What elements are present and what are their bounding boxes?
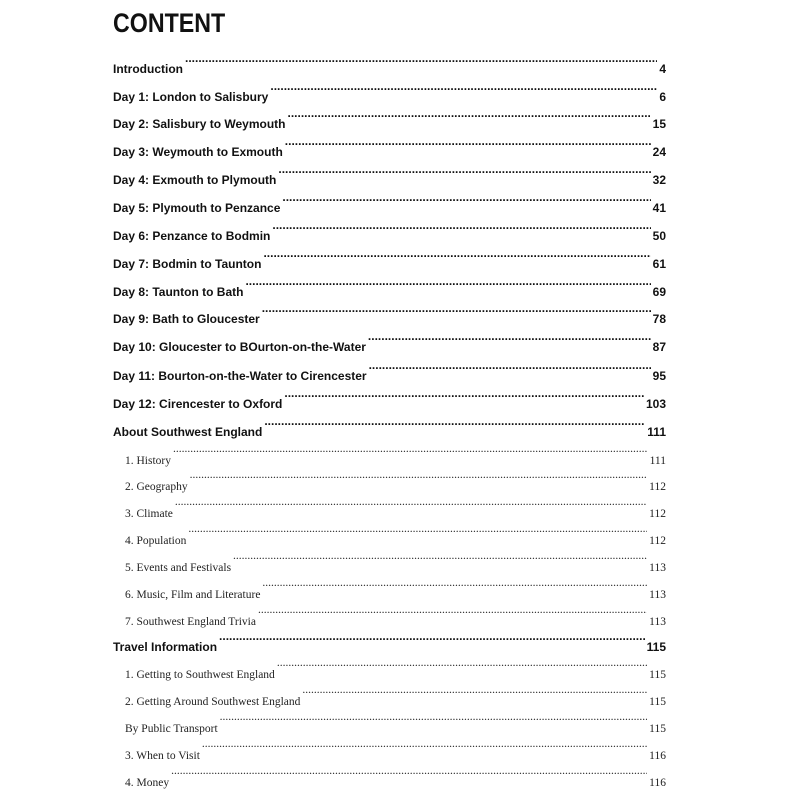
toc-subentry[interactable] bbox=[125, 656, 666, 681]
toc-entry-label: Day 1: London to Salisbury bbox=[113, 90, 269, 104]
toc-page-number: 50 bbox=[652, 229, 666, 243]
toc-page-number: 116 bbox=[649, 750, 666, 762]
toc-page-number: 115 bbox=[649, 669, 666, 681]
toc-page-number: 111 bbox=[647, 425, 666, 439]
toc-page-number: 78 bbox=[652, 312, 666, 326]
toc-entry[interactable] bbox=[113, 79, 666, 104]
toc-entry-label: Day 10: Gloucester to BOurton-on-the-Water bbox=[113, 340, 366, 354]
toc-entry-label: Introduction bbox=[113, 62, 183, 76]
toc-subentry[interactable] bbox=[125, 522, 666, 547]
dot-leader bbox=[272, 218, 650, 240]
dot-leader bbox=[287, 106, 650, 128]
dot-leader bbox=[369, 358, 651, 380]
toc-subentry[interactable] bbox=[125, 710, 666, 735]
toc-section-heading[interactable] bbox=[113, 414, 666, 439]
page-title: CONTENT bbox=[113, 8, 226, 38]
toc-entry-label: 2. Getting Around Southwest England bbox=[125, 696, 301, 708]
toc-entry[interactable] bbox=[113, 274, 666, 299]
toc-subentry[interactable] bbox=[125, 468, 666, 493]
toc-page-number: 111 bbox=[649, 455, 666, 467]
toc-subentry[interactable] bbox=[125, 576, 666, 601]
toc-entry-label: Day 7: Bodmin to Taunton bbox=[113, 257, 262, 271]
dot-leader bbox=[277, 656, 647, 678]
dot-leader bbox=[220, 710, 648, 732]
toc-entry-label: Day 6: Penzance to Bodmin bbox=[113, 229, 271, 243]
toc-page-number: 4 bbox=[659, 62, 666, 76]
toc-entry-label: 3. When to Visit bbox=[125, 750, 200, 762]
toc-entry[interactable] bbox=[113, 190, 666, 215]
dot-leader bbox=[190, 468, 648, 490]
dot-leader bbox=[188, 522, 647, 544]
dot-leader bbox=[368, 329, 651, 351]
toc-entry-label: Day 11: Bourton-on-the-Water to Cirencester bbox=[113, 369, 367, 383]
toc-entry-label: Day 8: Taunton to Bath bbox=[113, 285, 244, 299]
toc-entry[interactable] bbox=[113, 134, 666, 159]
toc-entry-label: By Public Transport bbox=[125, 723, 218, 735]
dot-leader bbox=[262, 301, 651, 323]
toc-subentry[interactable] bbox=[125, 737, 666, 762]
toc-page-number: 112 bbox=[649, 535, 666, 547]
dot-leader bbox=[302, 683, 647, 705]
toc-entry-label: Day 2: Salisbury to Weymouth bbox=[113, 117, 286, 131]
toc-page-number: 113 bbox=[649, 589, 666, 601]
toc-entry-label: Day 3: Weymouth to Exmouth bbox=[113, 145, 283, 159]
toc-page-number: 61 bbox=[652, 257, 666, 271]
toc-page-number: 95 bbox=[652, 369, 666, 383]
toc-entry[interactable] bbox=[113, 51, 666, 76]
toc-entry[interactable] bbox=[113, 106, 666, 131]
toc-entry-label: 6. Music, Film and Literature bbox=[125, 589, 261, 601]
toc-section-heading[interactable] bbox=[113, 629, 666, 654]
dot-leader bbox=[284, 386, 644, 408]
dot-leader bbox=[219, 629, 645, 651]
dot-leader bbox=[202, 737, 647, 759]
dot-leader bbox=[245, 274, 650, 296]
toc-subentry[interactable] bbox=[125, 442, 666, 467]
toc-entry[interactable] bbox=[113, 246, 666, 271]
dot-leader bbox=[233, 549, 647, 571]
toc-entry-label: Day 4: Exmouth to Plymouth bbox=[113, 173, 277, 187]
toc-entry-label: Day 9: Bath to Gloucester bbox=[113, 312, 260, 326]
toc-page-number: 41 bbox=[652, 201, 666, 215]
toc-page-number: 6 bbox=[659, 90, 666, 104]
toc-page-number: 115 bbox=[646, 640, 666, 654]
toc-entry-label: 7. Southwest England Trivia bbox=[125, 616, 256, 628]
toc-page-number: 87 bbox=[652, 340, 666, 354]
toc-subentry[interactable] bbox=[125, 764, 666, 789]
toc-page-number: 113 bbox=[649, 616, 666, 628]
dot-leader bbox=[264, 414, 645, 436]
dot-leader bbox=[263, 246, 650, 268]
toc-page-number: 115 bbox=[649, 696, 666, 708]
dot-leader bbox=[282, 190, 650, 212]
dot-leader bbox=[278, 162, 650, 184]
toc-page-number: 15 bbox=[652, 117, 666, 131]
toc-page-number: 103 bbox=[645, 397, 666, 411]
toc-entry-label: 4. Money bbox=[125, 777, 170, 789]
toc-page-number: 69 bbox=[652, 285, 666, 299]
toc-page-number: 115 bbox=[649, 723, 666, 735]
toc-entry-label: Day 5: Plymouth to Penzance bbox=[113, 201, 281, 215]
dot-leader bbox=[270, 79, 657, 101]
toc-entry-label: 2. Geography bbox=[125, 481, 188, 493]
toc-page-number: 113 bbox=[649, 562, 666, 574]
toc-subentry[interactable] bbox=[125, 549, 666, 574]
dot-leader bbox=[262, 576, 647, 598]
dot-leader bbox=[175, 495, 647, 517]
toc-page-number: 112 bbox=[649, 508, 666, 520]
dot-leader bbox=[185, 51, 657, 73]
toc-page-number: 116 bbox=[649, 777, 666, 789]
toc-entry[interactable] bbox=[113, 301, 666, 326]
dot-leader bbox=[285, 134, 651, 156]
toc-entry[interactable] bbox=[113, 386, 666, 411]
toc-entry[interactable] bbox=[113, 329, 666, 354]
toc-entry-label: Day 12: Cirencester to Oxford bbox=[113, 397, 283, 411]
toc-entry[interactable] bbox=[113, 162, 666, 187]
toc-entry[interactable] bbox=[113, 358, 666, 383]
toc-entry-label: 1. History bbox=[125, 455, 171, 467]
toc-entry-label: About Southwest England bbox=[113, 425, 263, 439]
dot-leader bbox=[258, 603, 647, 625]
toc-entry-label: 5. Events and Festivals bbox=[125, 562, 232, 574]
toc-entry[interactable] bbox=[113, 218, 666, 243]
toc-entry-label: 3. Climate bbox=[125, 508, 173, 520]
toc-entry-label: Travel Information bbox=[113, 640, 218, 654]
toc-entry-label: 4. Population bbox=[125, 535, 187, 547]
toc-page-number: 24 bbox=[652, 145, 666, 159]
toc-subentry[interactable] bbox=[125, 495, 666, 520]
toc-page-number: 112 bbox=[649, 481, 666, 493]
toc-subentry[interactable] bbox=[125, 603, 666, 628]
toc-entry-label: 1. Getting to Southwest England bbox=[125, 669, 275, 681]
dot-leader bbox=[173, 442, 648, 464]
dot-leader bbox=[171, 764, 647, 786]
toc-subentry[interactable] bbox=[125, 683, 666, 708]
toc-page-number: 32 bbox=[652, 173, 666, 187]
